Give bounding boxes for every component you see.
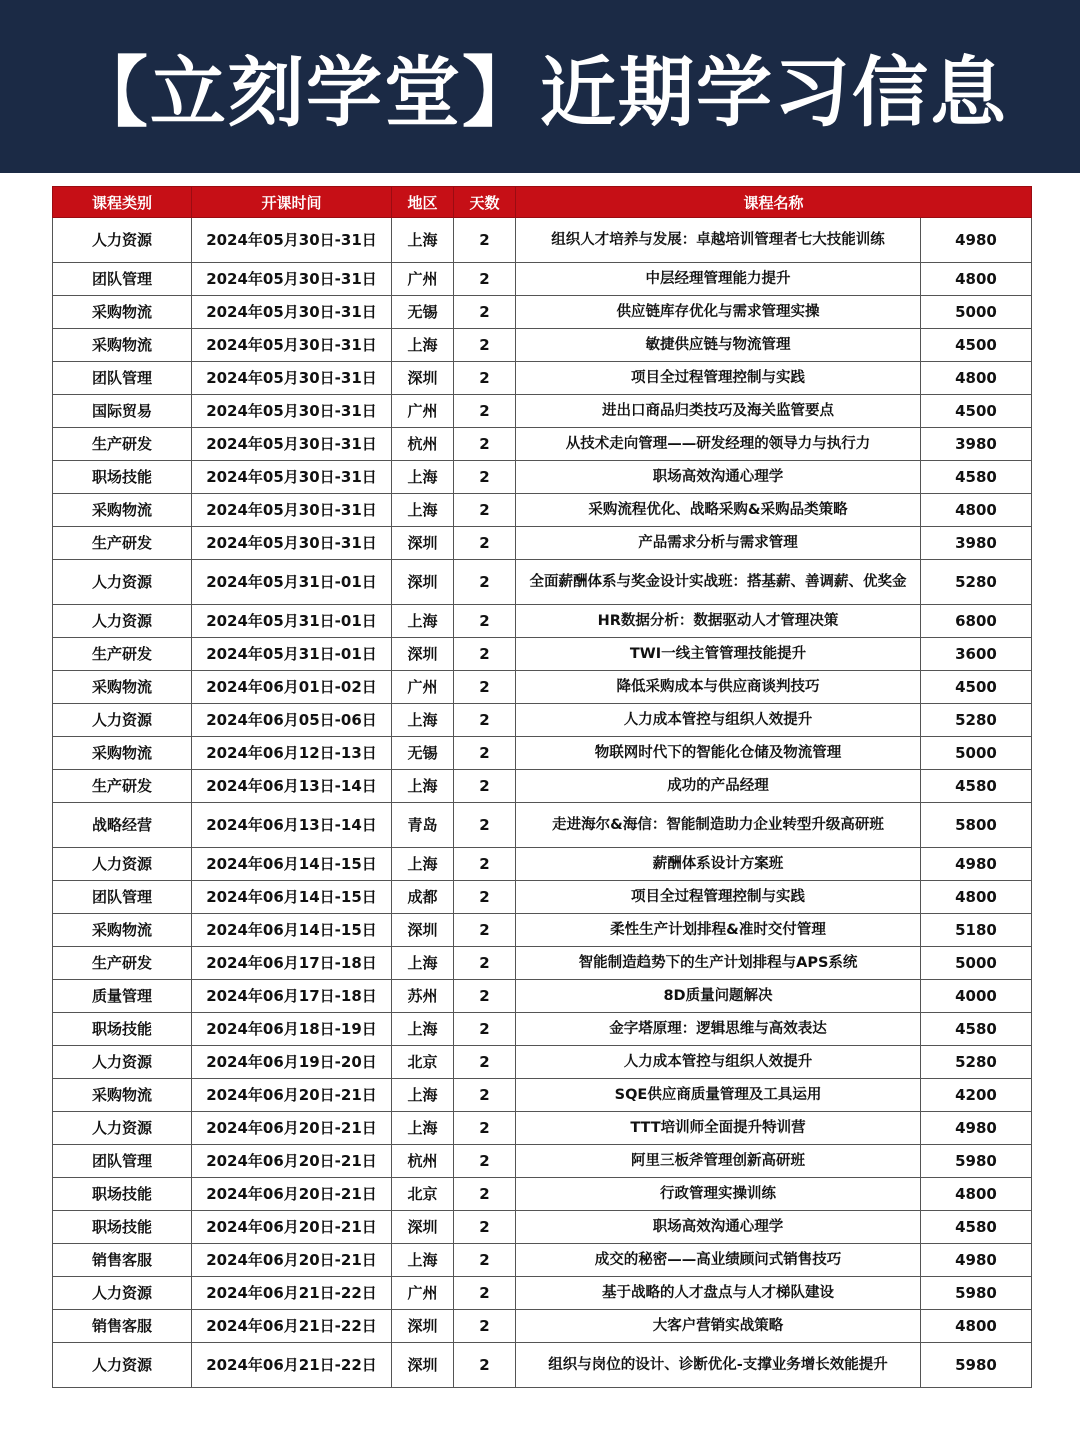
cell-price: 3980 [921, 428, 1032, 461]
cell-days: 2 [454, 1343, 516, 1388]
table-row [53, 1178, 1032, 1211]
cell-days: 2 [454, 914, 516, 947]
cell-category: 人力资源 [53, 704, 192, 737]
cell-category: 采购物流 [53, 671, 192, 704]
cell-days: 2 [454, 737, 516, 770]
table-row [53, 1112, 1032, 1145]
cell-course: 成交的秘密——高业绩顾问式销售技巧 [516, 1244, 921, 1277]
cell-course: TWI一线主管管理技能提升 [516, 638, 921, 671]
cell-days: 2 [454, 1244, 516, 1277]
cell-days: 2 [454, 638, 516, 671]
cell-date: 2024年06月18日-19日 [192, 1013, 392, 1046]
cell-course: 金字塔原理：逻辑思维与高效表达 [516, 1013, 921, 1046]
cell-date: 2024年05月30日-31日 [192, 494, 392, 527]
cell-date: 2024年06月21日-22日 [192, 1343, 392, 1388]
cell-category: 生产研发 [53, 527, 192, 560]
cell-course: 项目全过程管理控制与实践 [516, 881, 921, 914]
cell-course: 职场高效沟通心理学 [516, 1211, 921, 1244]
cell-price: 5000 [921, 737, 1032, 770]
cell-category: 销售客服 [53, 1310, 192, 1343]
cell-city: 上海 [392, 848, 454, 881]
cell-city: 上海 [392, 218, 454, 263]
cell-category: 人力资源 [53, 1046, 192, 1079]
cell-date: 2024年06月14日-15日 [192, 914, 392, 947]
cell-days: 2 [454, 560, 516, 605]
cell-price: 4800 [921, 881, 1032, 914]
table-row [53, 848, 1032, 881]
cell-date: 2024年05月31日-01日 [192, 638, 392, 671]
cell-category: 职场技能 [53, 1013, 192, 1046]
cell-category: 团队管理 [53, 1145, 192, 1178]
table-row [53, 638, 1032, 671]
cell-days: 2 [454, 1178, 516, 1211]
cell-price: 4000 [921, 980, 1032, 1013]
cell-price: 4800 [921, 362, 1032, 395]
cell-price: 5280 [921, 560, 1032, 605]
cell-price: 5980 [921, 1145, 1032, 1178]
table-header-row [53, 187, 1032, 218]
cell-course: 项目全过程管理控制与实践 [516, 362, 921, 395]
cell-days: 2 [454, 1211, 516, 1244]
table-row [53, 1211, 1032, 1244]
cell-city: 苏州 [392, 980, 454, 1013]
cell-days: 2 [454, 848, 516, 881]
cell-city: 广州 [392, 395, 454, 428]
table-row [53, 494, 1032, 527]
cell-days: 2 [454, 1277, 516, 1310]
cell-date: 2024年06月20日-21日 [192, 1145, 392, 1178]
cell-category: 国际贸易 [53, 395, 192, 428]
cell-days: 2 [454, 395, 516, 428]
table-row [53, 527, 1032, 560]
table-row [53, 671, 1032, 704]
cell-date: 2024年06月12日-13日 [192, 737, 392, 770]
cell-city: 广州 [392, 263, 454, 296]
cell-course: 组织与岗位的设计、诊断优化-支撑业务增长效能提升 [516, 1343, 921, 1388]
cell-days: 2 [454, 329, 516, 362]
cell-city: 上海 [392, 1112, 454, 1145]
table-row [53, 560, 1032, 605]
cell-days: 2 [454, 980, 516, 1013]
cell-price: 5980 [921, 1343, 1032, 1388]
cell-category: 采购物流 [53, 737, 192, 770]
cell-date: 2024年05月30日-31日 [192, 428, 392, 461]
cell-city: 青岛 [392, 803, 454, 848]
cell-city: 上海 [392, 947, 454, 980]
cell-course: 人力成本管控与组织人效提升 [516, 1046, 921, 1079]
cell-course: 中层经理管理能力提升 [516, 263, 921, 296]
cell-date: 2024年06月20日-21日 [192, 1079, 392, 1112]
cell-category: 职场技能 [53, 461, 192, 494]
cell-course: 柔性生产计划排程&准时交付管理 [516, 914, 921, 947]
cell-course: SQE供应商质量管理及工具运用 [516, 1079, 921, 1112]
cell-price: 5280 [921, 1046, 1032, 1079]
table-row [53, 704, 1032, 737]
cell-city: 无锡 [392, 737, 454, 770]
cell-days: 2 [454, 362, 516, 395]
cell-date: 2024年06月14日-15日 [192, 848, 392, 881]
cell-days: 2 [454, 461, 516, 494]
cell-course: 行政管理实操训练 [516, 1178, 921, 1211]
cell-price: 5000 [921, 947, 1032, 980]
cell-date: 2024年06月20日-21日 [192, 1211, 392, 1244]
cell-city: 成都 [392, 881, 454, 914]
cell-category: 战略经营 [53, 803, 192, 848]
table-row [53, 218, 1032, 263]
cell-category: 职场技能 [53, 1178, 192, 1211]
cell-city: 深圳 [392, 1310, 454, 1343]
cell-course: TTT培训师全面提升特训营 [516, 1112, 921, 1145]
header-city: 地区 [392, 187, 454, 218]
table-row [53, 947, 1032, 980]
cell-city: 北京 [392, 1178, 454, 1211]
cell-date: 2024年05月30日-31日 [192, 527, 392, 560]
cell-city: 无锡 [392, 296, 454, 329]
cell-category: 人力资源 [53, 1112, 192, 1145]
cell-date: 2024年05月30日-31日 [192, 329, 392, 362]
table-row [53, 329, 1032, 362]
cell-category: 团队管理 [53, 881, 192, 914]
cell-date: 2024年06月21日-22日 [192, 1310, 392, 1343]
cell-category: 人力资源 [53, 1277, 192, 1310]
table-row [53, 1310, 1032, 1343]
cell-price: 4980 [921, 1112, 1032, 1145]
table-row [53, 461, 1032, 494]
cell-date: 2024年06月01日-02日 [192, 671, 392, 704]
cell-price: 4580 [921, 770, 1032, 803]
table-row [53, 1277, 1032, 1310]
cell-date: 2024年06月14日-15日 [192, 881, 392, 914]
table-row [53, 803, 1032, 848]
cell-date: 2024年05月30日-31日 [192, 296, 392, 329]
title-banner [0, 0, 1080, 173]
cell-price: 5280 [921, 704, 1032, 737]
cell-price: 4500 [921, 671, 1032, 704]
course-table [52, 186, 1032, 1388]
table-row [53, 296, 1032, 329]
cell-category: 采购物流 [53, 296, 192, 329]
cell-category: 人力资源 [53, 560, 192, 605]
cell-date: 2024年05月30日-31日 [192, 263, 392, 296]
cell-category: 采购物流 [53, 914, 192, 947]
cell-course: HR数据分析：数据驱动人才管理决策 [516, 605, 921, 638]
cell-city: 上海 [392, 329, 454, 362]
cell-course: 敏捷供应链与物流管理 [516, 329, 921, 362]
cell-city: 上海 [392, 461, 454, 494]
cell-category: 人力资源 [53, 848, 192, 881]
cell-category: 人力资源 [53, 605, 192, 638]
cell-price: 4800 [921, 494, 1032, 527]
cell-date: 2024年06月17日-18日 [192, 947, 392, 980]
cell-price: 5180 [921, 914, 1032, 947]
cell-date: 2024年05月31日-01日 [192, 605, 392, 638]
cell-days: 2 [454, 263, 516, 296]
header-date: 开课时间 [192, 187, 392, 218]
cell-date: 2024年05月30日-31日 [192, 461, 392, 494]
cell-category: 采购物流 [53, 329, 192, 362]
header-days: 天数 [454, 187, 516, 218]
cell-date: 2024年06月20日-21日 [192, 1112, 392, 1145]
cell-price: 4500 [921, 395, 1032, 428]
table-row [53, 1013, 1032, 1046]
cell-course: 走进海尔&海信：智能制造助力企业转型升级高研班 [516, 803, 921, 848]
cell-course: 采购流程优化、战略采购&采购品类策略 [516, 494, 921, 527]
header-course: 课程名称 [516, 187, 1032, 218]
cell-course: 8D质量问题解决 [516, 980, 921, 1013]
cell-city: 深圳 [392, 1211, 454, 1244]
cell-city: 深圳 [392, 527, 454, 560]
table-row [53, 914, 1032, 947]
cell-days: 2 [454, 1112, 516, 1145]
cell-course: 供应链库存优化与需求管理实操 [516, 296, 921, 329]
cell-course: 产品需求分析与需求管理 [516, 527, 921, 560]
cell-date: 2024年05月31日-01日 [192, 560, 392, 605]
table-row [53, 1145, 1032, 1178]
page-title: 【立刻学堂】近期学习信息 [72, 48, 1008, 137]
cell-course: 从技术走向管理——研发经理的领导力与执行力 [516, 428, 921, 461]
cell-price: 4980 [921, 848, 1032, 881]
cell-course: 全面薪酬体系与奖金设计实战班：搭基薪、善调薪、优奖金 [516, 560, 921, 605]
cell-course: 降低采购成本与供应商谈判技巧 [516, 671, 921, 704]
table-row [53, 1046, 1032, 1079]
cell-price: 3980 [921, 527, 1032, 560]
cell-city: 广州 [392, 1277, 454, 1310]
cell-course: 智能制造趋势下的生产计划排程与APS系统 [516, 947, 921, 980]
cell-course: 物联网时代下的智能化仓储及物流管理 [516, 737, 921, 770]
cell-course: 阿里三板斧管理创新高研班 [516, 1145, 921, 1178]
cell-course: 成功的产品经理 [516, 770, 921, 803]
cell-course: 人力成本管控与组织人效提升 [516, 704, 921, 737]
cell-city: 杭州 [392, 1145, 454, 1178]
cell-city: 上海 [392, 1079, 454, 1112]
cell-course: 薪酬体系设计方案班 [516, 848, 921, 881]
cell-category: 人力资源 [53, 1343, 192, 1388]
cell-price: 4800 [921, 1310, 1032, 1343]
cell-category: 销售客服 [53, 1244, 192, 1277]
cell-days: 2 [454, 494, 516, 527]
cell-course: 基于战略的人才盘点与人才梯队建设 [516, 1277, 921, 1310]
cell-city: 深圳 [392, 362, 454, 395]
cell-category: 人力资源 [53, 218, 192, 263]
cell-course: 组织人才培养与发展：卓越培训管理者七大技能训练 [516, 218, 921, 263]
cell-category: 质量管理 [53, 980, 192, 1013]
table-row [53, 770, 1032, 803]
cell-price: 4580 [921, 1211, 1032, 1244]
cell-price: 3600 [921, 638, 1032, 671]
cell-days: 2 [454, 881, 516, 914]
table-row [53, 605, 1032, 638]
cell-days: 2 [454, 296, 516, 329]
cell-days: 2 [454, 947, 516, 980]
cell-days: 2 [454, 770, 516, 803]
cell-price: 4800 [921, 1178, 1032, 1211]
cell-days: 2 [454, 218, 516, 263]
cell-price: 4800 [921, 263, 1032, 296]
cell-days: 2 [454, 803, 516, 848]
cell-city: 深圳 [392, 560, 454, 605]
cell-course: 大客户营销实战策略 [516, 1310, 921, 1343]
table-row [53, 737, 1032, 770]
cell-date: 2024年05月30日-31日 [192, 395, 392, 428]
table-row [53, 980, 1032, 1013]
cell-price: 4200 [921, 1079, 1032, 1112]
header-category: 课程类别 [53, 187, 192, 218]
cell-city: 上海 [392, 494, 454, 527]
cell-city: 杭州 [392, 428, 454, 461]
table-row [53, 428, 1032, 461]
cell-days: 2 [454, 1310, 516, 1343]
cell-price: 5800 [921, 803, 1032, 848]
cell-course: 进出口商品归类技巧及海关监管要点 [516, 395, 921, 428]
cell-city: 深圳 [392, 914, 454, 947]
cell-category: 采购物流 [53, 494, 192, 527]
cell-date: 2024年05月30日-31日 [192, 362, 392, 395]
cell-date: 2024年06月13日-14日 [192, 803, 392, 848]
cell-price: 5980 [921, 1277, 1032, 1310]
cell-city: 北京 [392, 1046, 454, 1079]
cell-city: 上海 [392, 1244, 454, 1277]
table-row [53, 1244, 1032, 1277]
cell-date: 2024年05月30日-31日 [192, 218, 392, 263]
cell-category: 团队管理 [53, 362, 192, 395]
cell-category: 职场技能 [53, 1211, 192, 1244]
cell-date: 2024年06月05日-06日 [192, 704, 392, 737]
cell-days: 2 [454, 1145, 516, 1178]
cell-price: 4580 [921, 461, 1032, 494]
table-row [53, 881, 1032, 914]
cell-days: 2 [454, 1046, 516, 1079]
cell-price: 6800 [921, 605, 1032, 638]
table-row [53, 263, 1032, 296]
cell-category: 生产研发 [53, 947, 192, 980]
cell-course: 职场高效沟通心理学 [516, 461, 921, 494]
cell-city: 上海 [392, 605, 454, 638]
cell-city: 上海 [392, 704, 454, 737]
cell-price: 5000 [921, 296, 1032, 329]
cell-days: 2 [454, 527, 516, 560]
table-row [53, 395, 1032, 428]
cell-category: 生产研发 [53, 770, 192, 803]
cell-city: 深圳 [392, 638, 454, 671]
cell-category: 团队管理 [53, 263, 192, 296]
table-body [53, 218, 1032, 1388]
cell-days: 2 [454, 428, 516, 461]
cell-date: 2024年06月20日-21日 [192, 1244, 392, 1277]
cell-category: 生产研发 [53, 638, 192, 671]
cell-price: 4500 [921, 329, 1032, 362]
cell-city: 上海 [392, 1013, 454, 1046]
course-schedule [52, 186, 1031, 1388]
cell-date: 2024年06月20日-21日 [192, 1178, 392, 1211]
cell-price: 4980 [921, 1244, 1032, 1277]
cell-city: 上海 [392, 770, 454, 803]
cell-category: 生产研发 [53, 428, 192, 461]
cell-date: 2024年06月21日-22日 [192, 1277, 392, 1310]
cell-days: 2 [454, 1079, 516, 1112]
cell-date: 2024年06月17日-18日 [192, 980, 392, 1013]
cell-date: 2024年06月13日-14日 [192, 770, 392, 803]
cell-price: 4980 [921, 218, 1032, 263]
cell-days: 2 [454, 704, 516, 737]
cell-price: 4580 [921, 1013, 1032, 1046]
cell-city: 广州 [392, 671, 454, 704]
table-row [53, 1343, 1032, 1388]
cell-date: 2024年06月19日-20日 [192, 1046, 392, 1079]
table-row [53, 1079, 1032, 1112]
cell-days: 2 [454, 605, 516, 638]
table-row [53, 362, 1032, 395]
cell-city: 深圳 [392, 1343, 454, 1388]
cell-days: 2 [454, 1013, 516, 1046]
cell-category: 采购物流 [53, 1079, 192, 1112]
cell-days: 2 [454, 671, 516, 704]
